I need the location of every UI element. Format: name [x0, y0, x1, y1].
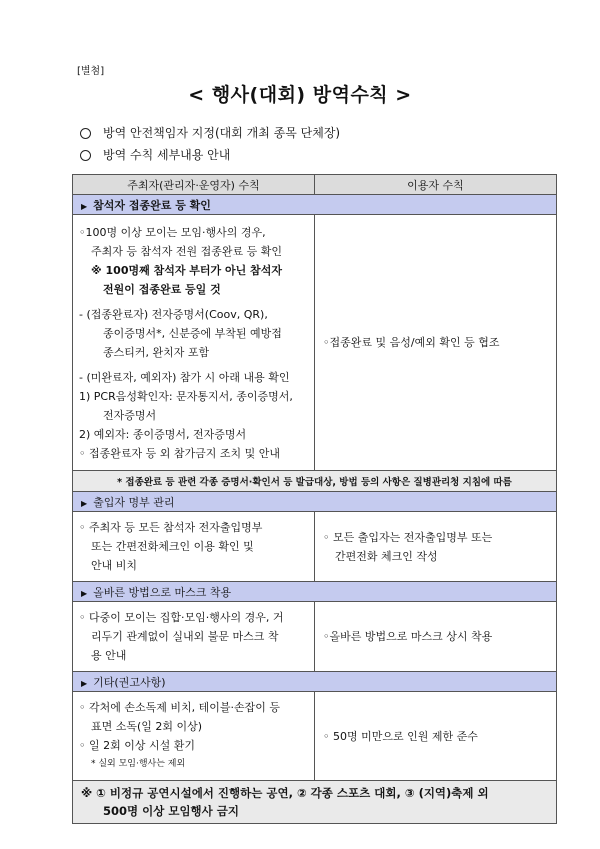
triangle-right-icon: ▶: [81, 201, 88, 211]
section-title: 출입자 명부 관리: [93, 495, 175, 509]
rule-line: ※ 100명째 참석자 부터가 아닌 참석자: [91, 263, 282, 277]
rule-line: ◦ 일 2회 이상 시설 환기: [79, 739, 195, 752]
rule-line: 표면 소독(일 2회 이상): [91, 720, 203, 733]
rule-line: - (미완료자, 예외자) 참가 시 아래 내용 확인: [79, 370, 290, 384]
final-note-line: 500명 이상 모임행사 금지: [103, 804, 239, 818]
user-rule-cell: [315, 215, 557, 471]
rule-line: 종이증명서*, 신분증에 부착된 예방접: [103, 326, 282, 340]
rule-line: 주최자 등 참석자 전원 접종완료 등 확인: [91, 244, 282, 258]
rule-line: ◦ 모든 출입자는 전자출입명부 또는: [323, 530, 493, 544]
rules-table: [72, 174, 557, 824]
organizer-rule-cell: [73, 602, 315, 672]
user-rule-cell: [315, 602, 557, 672]
rule-line: 용 안내: [91, 649, 127, 662]
bullet-text: 방역 수칙 세부내용 안내: [103, 148, 231, 162]
rule-line: 안내 비치: [91, 559, 138, 572]
bullet-text: 방역 안전책임자 지정(대회 개최 종목 단체장): [103, 126, 341, 140]
section-row: [73, 672, 557, 692]
rule-line: * 실외 모임·행사는 제외: [91, 759, 186, 769]
header-organizer-rules: 주최자(관리자·운영자) 수칙: [73, 175, 315, 195]
header-user-rules: 이용자 수칙: [315, 175, 557, 195]
attachment-tag: [별첨]: [77, 66, 105, 77]
user-rule-cell: [315, 692, 557, 781]
circle-bullet-icon: [80, 150, 91, 161]
rule-line: 간편전화 체크인 작성: [335, 549, 438, 563]
section-title: 올바른 방법으로 마스크 착용: [93, 585, 232, 599]
rule-line: 종스티커, 완치자 포함: [103, 345, 210, 359]
user-rule-cell: [315, 512, 557, 582]
rule-line: 2) 예외자: 종이증명서, 전자증명서: [79, 427, 247, 441]
rule-line: 전자증명서: [103, 408, 157, 422]
rule-line: 1) PCR음성확인자: 문자통지서, 종이증명서,: [79, 389, 293, 403]
organizer-rule-cell: [73, 215, 315, 471]
bullet-item: [80, 144, 340, 166]
rule-line: ◦100명 이상 모이는 모임·행사의 경우,: [79, 225, 266, 239]
rule-line: 리두기 관계없이 실내외 불문 마스크 착: [91, 630, 279, 643]
rule-line: ◦올바른 방법으로 마스크 상시 착용: [323, 630, 493, 643]
rule-line: ◦ 접종완료자 등 외 참가금지 조치 및 안내: [79, 446, 280, 460]
triangle-right-icon: ▶: [81, 678, 88, 688]
final-note-row: [73, 781, 557, 824]
triangle-right-icon: ▶: [81, 498, 88, 508]
section-row: [73, 492, 557, 512]
section-title: 참석자 접종완료 등 확인: [93, 198, 211, 212]
note-row: [73, 471, 557, 492]
rule-line: ◦접종완료 및 음성/예외 확인 등 협조: [323, 336, 500, 349]
rule-line: ◦ 각처에 손소독제 비치, 테이블·손잡이 등: [79, 701, 280, 714]
note-text: * 접종완료 등 관련 각종 증명서·확인서 등 발급대상, 방법 등의 사항은 질병관리청 지침에 따름: [73, 471, 557, 492]
page-title: < 행사(대회) 방역수칙 >: [188, 84, 412, 106]
rule-line: 전원이 접종완료 등일 것: [103, 282, 221, 296]
organizer-rule-cell: [73, 692, 315, 781]
triangle-right-icon: ▶: [81, 588, 88, 598]
rule-line: ◦ 다중이 모이는 집합·모임·행사의 경우, 거: [79, 611, 284, 624]
rule-line: ◦ 주최자 등 모든 참석자 전자출입명부: [79, 521, 263, 534]
circle-bullet-icon: [80, 128, 91, 139]
rule-line: ◦ 50명 미만으로 인원 제한 준수: [323, 729, 478, 743]
rule-line: - (접종완료자) 전자증명서(Coov, QR),: [79, 307, 268, 321]
organizer-rule-cell: [73, 512, 315, 582]
section-row: [73, 582, 557, 602]
intro-bullets: [80, 122, 340, 166]
final-note: [73, 781, 557, 824]
section-row: [73, 195, 557, 215]
final-note-line: ※ ① 비정규 공연시설에서 진행하는 공연, ② 각종 스포츠 대회, ③ (지역)축제 외: [81, 786, 489, 800]
bullet-item: [80, 122, 340, 144]
section-title: 기타(권고사항): [93, 675, 166, 689]
rule-line: 또는 간편전화체크인 이용 확인 및: [91, 540, 254, 553]
